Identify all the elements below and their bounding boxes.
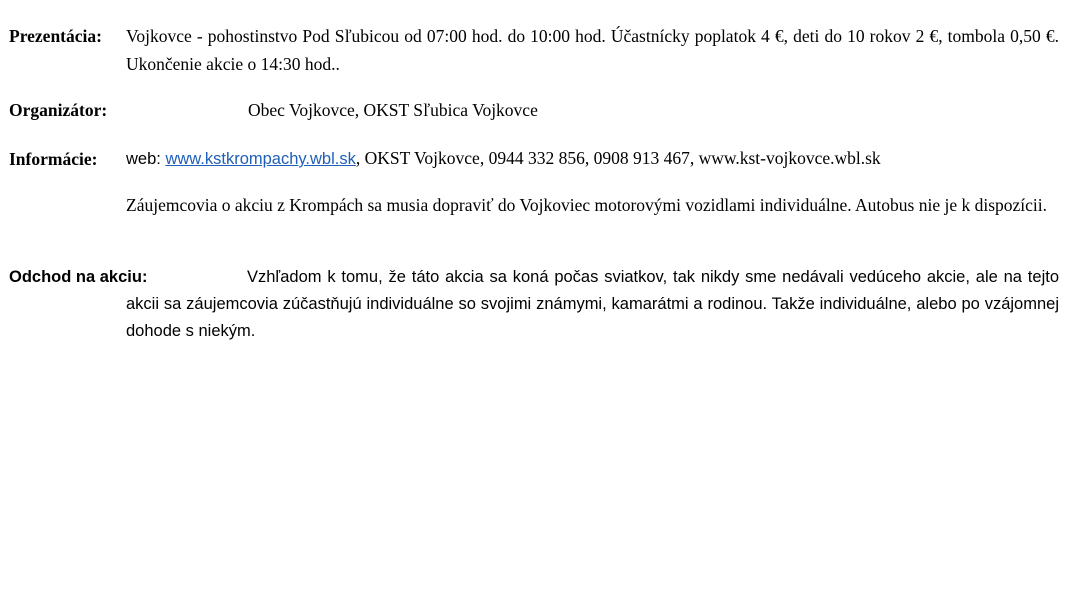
informacie-line [126,144,1059,174]
odchod-text: Vzhľadom k tomu, že táto akcia sa koná počas sviatkov, tak nikdy sme nedávali vedúceho akcie, ale na tejto akcii sa záujemcovia zúčastňujú individuálne so svojimi známymi, kamarátmi a rodinou. Takže individuálne, alebo po vzájomnej dohode s niekým. [126,268,1059,340]
prezentacia-label: Prezentácia: [9,26,102,46]
informacie-contacts: , OKST Vojkovce, 0944 332 856, 0908 913 467, www.kst-vojkovce.wbl.sk [355,148,881,168]
organizator-text: Obec Vojkovce, OKST Sľubica Vojkovce [248,100,538,120]
website-link[interactable]: www.kstkrompachy.wbl.sk [165,150,356,168]
prezentacia-text: Vojkovce - pohostinstvo Pod Sľubicou od 07:00 hod. do 10:00 hod. Účastnícky poplatok 4 €, deti do 10 rokov 2 €, tombola 0,50 €. Ukončenie akcie o 14:30 hod.. [126,26,1059,74]
organizator-label: Organizátor: [9,100,108,120]
odchod-label: Odchod na akciu: [9,268,148,286]
informacie-note: Záujemcovia o akciu z Krompách sa musia dopraviť do Vojkoviec motorovými vozidlami individuálne. Autobus nie je k dispozícii. [126,195,1048,215]
web-prefix: web: [126,150,166,168]
informacie-label: Informácie: [9,149,98,169]
